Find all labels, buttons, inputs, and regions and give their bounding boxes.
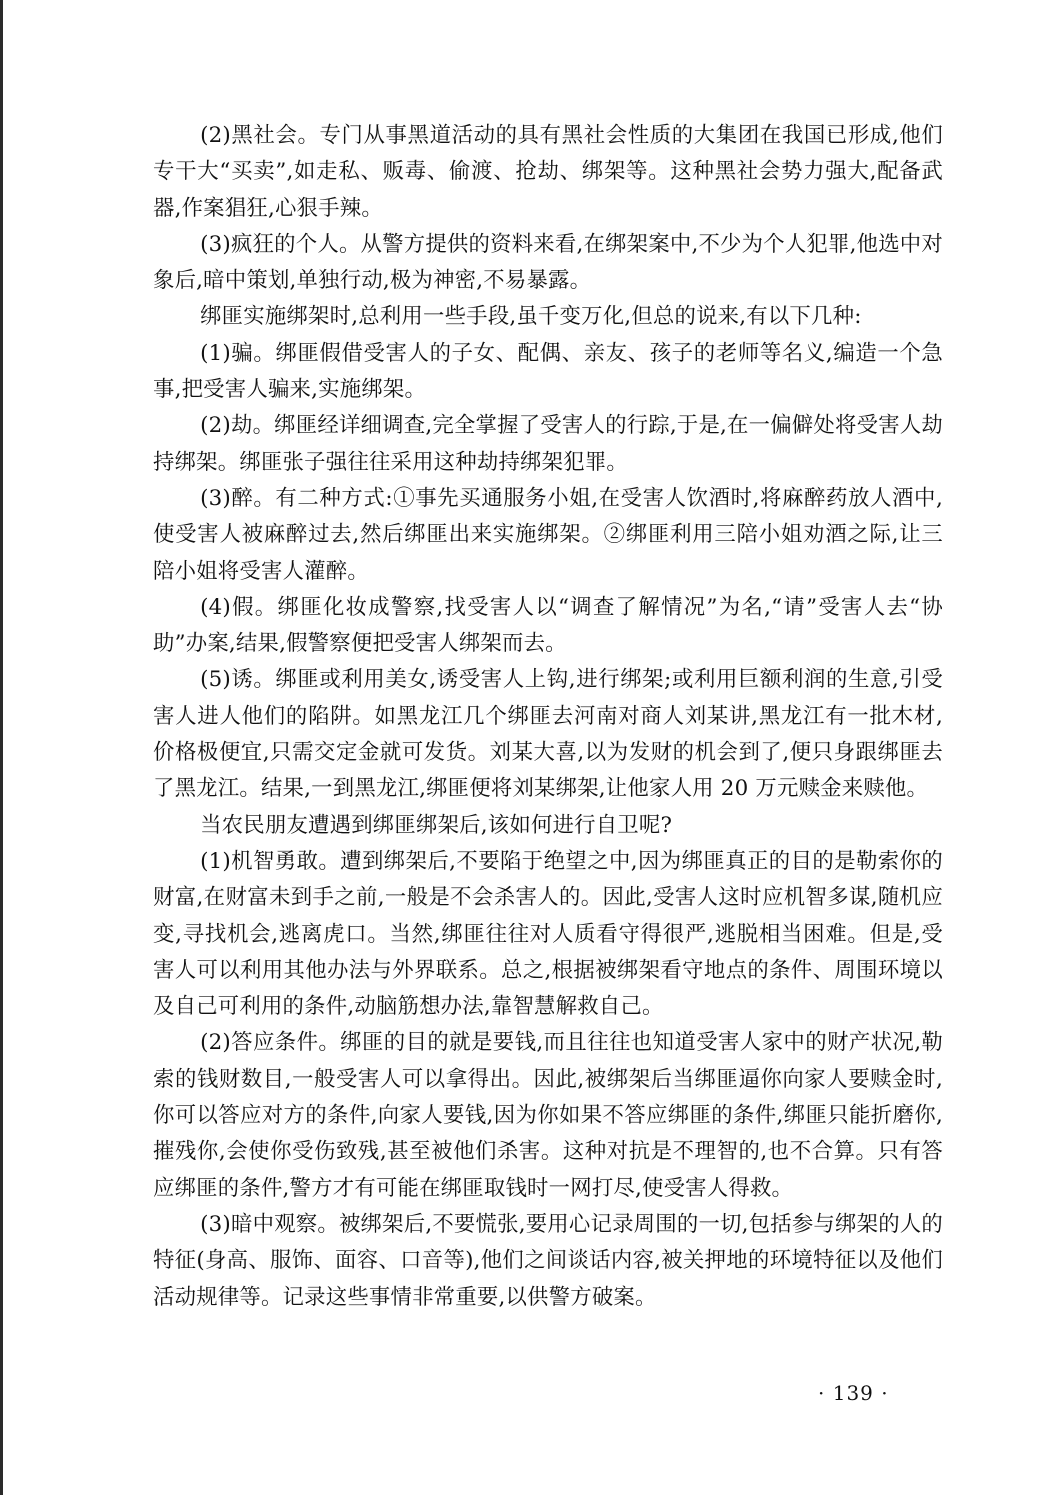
paragraph-defense-brave: (1)机智勇敢。遭到绑架后,不要陷于绝望之中,因为绑匪真正的目的是勒索你的财富,在财富未到手之前,一般是不会杀害人的。因此,受害人这时应机智多谋,随机应变,寻找机会,逃离虎口。当然,绑匪往往对人质看守得很严,逃脱相当困难。但是,受害人可以利用其他办法与外界联系。总之,根据被绑架看守地点的条件、周围环境以及自己可利用的条件,动脑筋想办法,靠智慧解救自己。 <box>153 848 943 1020</box>
paragraph-method-lure: (5)诱。绑匪或利用美女,诱受害人上钩,进行绑架;或利用巨额利润的生意,引受害人进人他们的陷阱。如黑龙江几个绑匪去河南对商人刘某讲,黑龙江有一批木材,价格极便宜,只需交定金就可发货。刘某大喜,以为发财的机会到了,便只身跟绑匪去了黑龙江。结果,一到黑龙江,绑匪便将刘某绑架,让他家人用 20 万元赎金来赎他。 <box>153 667 943 802</box>
paragraph-method-hijack: (2)劫。绑匪经详细调查,完全掌握了受害人的行踪,于是,在一偏僻处将受害人劫持绑架。绑匪张子强往往采用这种劫持绑架犯罪。 <box>153 413 943 475</box>
paragraph-methods-intro: 绑匪实施绑架时,总利用一些手段,虽千变万化,但总的说来,有以下几种: <box>200 304 862 330</box>
paragraph-method-deceive: (1)骗。绑匪假借受害人的子女、配偶、亲友、孩子的老师等名义,编造一个急事,把受害人骗来,实施绑架。 <box>153 340 943 403</box>
page-body <box>153 118 943 1316</box>
paragraph-organized-crime: (2)黑社会。专门从事黑道活动的具有黑社会性质的大集团在我国已形成,他们专干大“买卖”,如走私、贩毒、偷渡、抢劫、绑架等。这种黑社会势力强大,配备武器,作案猖狂,心狠手辣。 <box>153 123 943 221</box>
paragraph-method-drug: (3)醉。有二种方式:①事先买通服务小姐,在受害人饮酒时,将麻醉药放人酒中,使受害人被麻醉过去,然后绑匪出来实施绑架。②绑匪利用三陪小姐劝酒之际,让三陪小姐将受害人灌醉。 <box>153 485 943 584</box>
paragraph-defense-intro: 当农民朋友遭遇到绑匪绑架后,该如何进行自卫呢? <box>200 812 673 838</box>
paragraph-defense-observe: (3)暗中观察。被绑架后,不要慌张,要用心记录周围的一切,包括参与绑架的人的特征(身高、服饰、面容、口音等),他们之间谈话内容,被关押地的环境特征以及他们活动规律等。记录这些事情非常重要,以供警方破案。 <box>153 1211 943 1310</box>
page-left-edge <box>0 0 3 1495</box>
paragraph-method-fake-police: (4)假。绑匪化妆成警察,找受害人以“调查了解情况”为名,“请”受害人去“协助”办案,结果,假警察便把受害人绑架而去。 <box>153 594 943 657</box>
page-number: · 139 · <box>818 1381 889 1405</box>
paragraph-defense-agree: (2)答应条件。绑匪的目的就是要钱,而且往往也知道受害人家中的财产状况,勒索的钱财数目,一般受害人可以拿得出。因此,被绑架后当绑匪逼你向家人要赎金时,你可以答应对方的条件,向家人要钱,因为你如果不答应绑匪的条件,绑匪只能折磨你,摧残你,会使你受伤致残,甚至被他们杀害。这种对抗是不理智的,也不合算。只有答应绑匪的条件,警方才有可能在绑匪取钱时一网打尽,使受害人得救。 <box>153 1030 943 1201</box>
paragraph-individual: (3)疯狂的个人。从警方提供的资料来看,在绑架案中,不少为个人犯罪,他选中对象后,暗中策划,单独行动,极为神密,不易暴露。 <box>153 231 943 294</box>
